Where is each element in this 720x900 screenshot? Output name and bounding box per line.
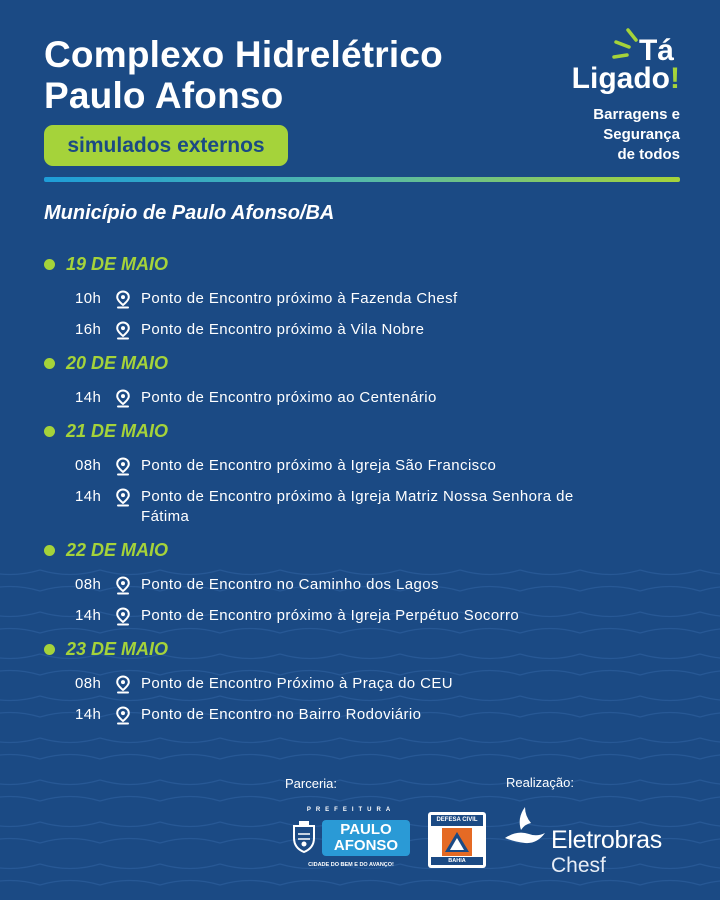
event-place: Ponto de Encontro próximo ao Centenário [141,389,437,406]
event-row [75,320,684,340]
brand-ligado-text: Ligado [571,62,670,95]
day-header [44,251,684,277]
realization-label: Realização: [506,775,574,790]
location-pin-icon [115,487,141,507]
day-header [44,350,684,376]
event-row [75,606,684,626]
prefeitura-name-line-1: PAULO [340,821,392,838]
event-row [75,705,684,725]
brand-ta: Tá [638,34,674,67]
prefeitura-label: PREFEITURA [306,807,396,813]
event-row [75,289,684,309]
defesa-civil-state: BAHIA [431,857,483,865]
event-row [75,388,684,408]
event-time: 14h [75,488,102,505]
day-label: 20 DE MAIO [66,353,169,373]
bullet-icon [44,259,55,270]
event-place: Ponto de Encontro próximo à Vila Nobre [141,321,425,338]
bullet-icon [44,426,55,437]
title-line-2: Paulo Afonso [44,75,284,116]
event-time: 10h [75,290,102,307]
prefeitura-motto: CIDADE DO BEM E DO AVANÇO! [308,862,394,868]
eletrobras-chesf-logo [503,804,683,880]
chesf-name: Chesf [551,854,606,877]
event-time: 14h [75,389,102,406]
defesa-civil-label: DEFESA CIVIL [431,815,483,826]
city-crest-icon [290,820,318,854]
event-row [75,674,684,694]
simulation-badge: simulados externos [44,125,288,166]
location-pin-icon [115,456,141,476]
ta-ligado-logo [530,22,680,172]
wave-line [0,797,720,802]
location-pin-icon [115,606,141,626]
event-place: Ponto de Encontro próximo à Fazenda Chesf [141,290,458,307]
event-time: 14h [75,706,102,723]
brand-ligado [572,64,680,94]
day-header [44,418,684,444]
brand-tagline: Barragens e Segurança de todos [593,106,680,163]
day-label: 23 DE MAIO [66,639,169,659]
event-place: Ponto de Encontro próximo à Igreja São Francisco [141,457,497,474]
event-row [75,487,684,527]
event-time: 14h [75,607,102,624]
event-row [75,575,684,595]
municipality-heading: Município de Paulo Afonso/BA [44,202,335,224]
location-pin-icon [115,388,141,408]
location-pin-icon [115,674,141,694]
page-title [44,34,443,116]
event-place: Ponto de Encontro próximo à Igreja Perpétuo Socorro [141,607,520,624]
eletrobras-mark-icon [503,804,549,850]
wave-line [0,881,720,886]
civil-defense-emblem-icon [442,828,472,856]
event-place: Ponto de Encontro Próximo à Praça do CEU [141,675,453,692]
wave-line [0,755,720,760]
bullet-icon [44,358,55,369]
event-time: 16h [75,321,102,338]
eletrobras-name: Eletrobras [551,826,662,854]
wave-line [0,780,720,785]
event-place: Ponto de Encontro no Caminho dos Lagos [141,576,439,593]
wave-line [0,738,720,743]
event-time: 08h [75,675,102,692]
defesa-civil-bahia-logo [428,812,486,868]
day-label: 21 DE MAIO [66,421,169,441]
day-header [44,537,684,563]
event-time: 08h [75,457,102,474]
event-place: Ponto de Encontro no Bairro Rodoviário [141,706,422,723]
title-line-1: Complexo Hidrelétrico [44,34,443,75]
prefeitura-name-box [322,820,410,856]
brand-exclamation: ! [670,62,680,95]
location-pin-icon [115,289,141,309]
event-row [75,456,684,476]
location-pin-icon [115,705,141,725]
prefeitura-name-line-2: AFONSO [333,837,399,854]
day-label: 19 DE MAIO [66,254,169,274]
gradient-divider [44,177,680,182]
event-place: Ponto de Encontro próximo à Igreja Matriz Nossa Senhora de Fátima [141,488,574,525]
partner-label: Parceria: [285,776,338,791]
prefeitura-paulo-afonso-logo [286,806,416,872]
bullet-icon [44,545,55,556]
day-header [44,636,684,662]
bullet-icon [44,644,55,655]
location-pin-icon [115,575,141,595]
day-label: 22 DE MAIO [66,540,169,560]
schedule-list [44,251,684,725]
event-time: 08h [75,576,102,593]
location-pin-icon [115,320,141,340]
